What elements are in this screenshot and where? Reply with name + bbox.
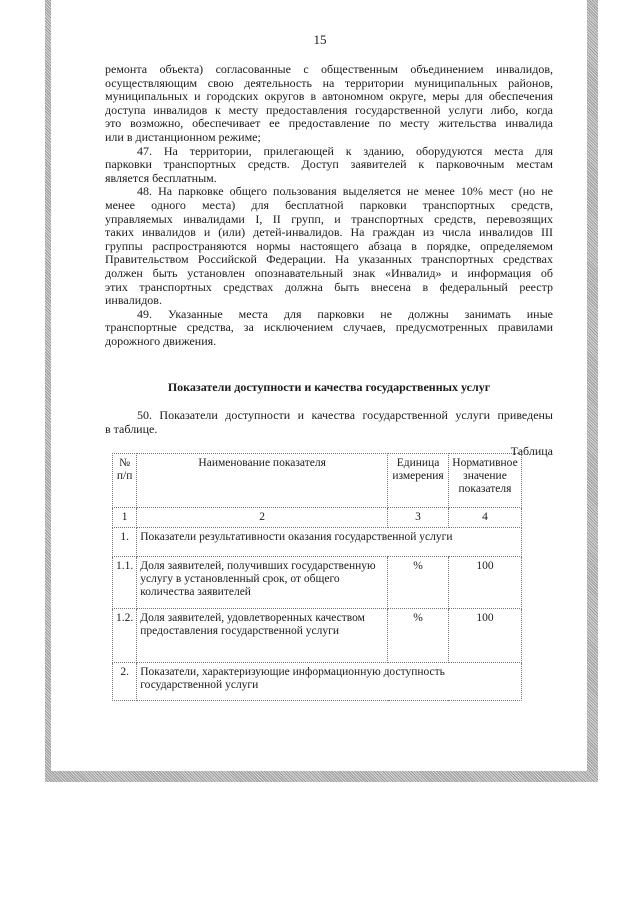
scan-border-bottom (45, 771, 598, 782)
text-line: или в дистанционном режиме; (105, 129, 261, 144)
text-line: таких инвалидов и (или) детей-инвалидов. На граждан из числа инвалидов III (105, 225, 553, 240)
text-line: управляемых инвалидами I, II групп, и транспортных средств, перевозящих (105, 211, 553, 226)
text-line: Правительством Российской Федерации. На указанных транспортных средствах (105, 252, 553, 267)
text-line: транспортные средства, за исключением случаев, предусмотренных правилами (105, 320, 553, 335)
table-row (113, 528, 522, 557)
text-line: этих транспортных средствах должна быть внесена в федеральный реестр (105, 279, 553, 294)
text-line: ремонта объекта) согласованные с общественным объединением инвалидов, (105, 62, 553, 76)
text-line: парковки транспортных средств. Доступ заявителей к парковочным местам (105, 157, 553, 172)
header-name: Наименование показателя (137, 454, 388, 508)
row-value: 100 (448, 557, 521, 609)
row-unit: % (388, 557, 449, 609)
column-number: 2 (137, 508, 388, 528)
scan-border-right (587, 0, 598, 782)
text-line: осуществляющим свою деятельность на территории муниципальных районов, (105, 75, 553, 90)
row-name: Доля заявителей, получивших государственную услугу в установленный срок, от общего количества заявителей (137, 557, 388, 609)
indicators-table (112, 453, 522, 701)
text-line: 50. Показатели доступности и качества государственной услуги приведены (137, 408, 553, 422)
paragraph-47-line: 47. На территории, прилегающей к зданию, оборудуются места для (137, 143, 553, 158)
scan-border-left (45, 0, 51, 782)
row-name: Показатели результативности оказания государственной услуги (137, 528, 522, 557)
row-number: 1. (113, 528, 137, 557)
text-line: дорожного движения. (105, 333, 217, 348)
row-unit: % (388, 609, 449, 663)
column-numbers-row (113, 508, 522, 528)
text-line: это возможно, обеспечивает ее предоставление по месту жительства инвалида (105, 116, 553, 131)
row-number: 1.1. (113, 557, 137, 609)
text-line: в таблице. (105, 421, 158, 436)
table-row (113, 557, 522, 609)
text-line: инвалидов. (105, 293, 162, 308)
table-header-row (113, 454, 522, 508)
header-unit: Единица измерения (388, 454, 449, 508)
paragraph-48-line: 48. На парковке общего пользования выделяется не менее 10% мест (но не (137, 184, 553, 199)
paragraph-49-line: 49. Указанные места для парковки не должны занимать иные (137, 306, 553, 321)
column-number: 4 (448, 508, 521, 528)
column-number: 1 (113, 508, 137, 528)
row-value: 100 (448, 609, 521, 663)
table-row (113, 663, 522, 701)
text-line: муниципальных и городских округов в автономном округе, меры для обеспечения (105, 89, 553, 104)
header-value: Нормативное значение показателя (448, 454, 521, 508)
row-name: Показатели, характеризующие информационную доступность государственной услуги (137, 663, 522, 701)
text-line: является бесплатным. (105, 170, 217, 185)
section-heading: Показатели доступности и качества государственных услуг (167, 380, 491, 394)
body-text (105, 63, 553, 348)
row-name: Доля заявителей, удовлетворенных качеством предоставления государственной услуги (137, 609, 388, 663)
paragraph-50 (105, 409, 553, 436)
text-line: доступа инвалидов к месту предоставления государственной услуги либо, когда (105, 102, 553, 117)
column-number: 3 (388, 508, 449, 528)
table-caption: Таблица (510, 444, 553, 458)
page-number: 15 (313, 32, 327, 47)
text-line: группы распространяются нормы настоящего абзаца в порядке, определяемом (105, 238, 553, 253)
table-row (113, 609, 522, 663)
row-number: 1.2. (113, 609, 137, 663)
text-line: менее одного места) для бесплатной парковки транспортных средств, (105, 197, 553, 212)
header-number: № п/п (113, 454, 137, 508)
text-line: должен быть установлен опознавательный знак «Инвалид» и информация об (105, 265, 553, 280)
row-number: 2. (113, 663, 137, 701)
